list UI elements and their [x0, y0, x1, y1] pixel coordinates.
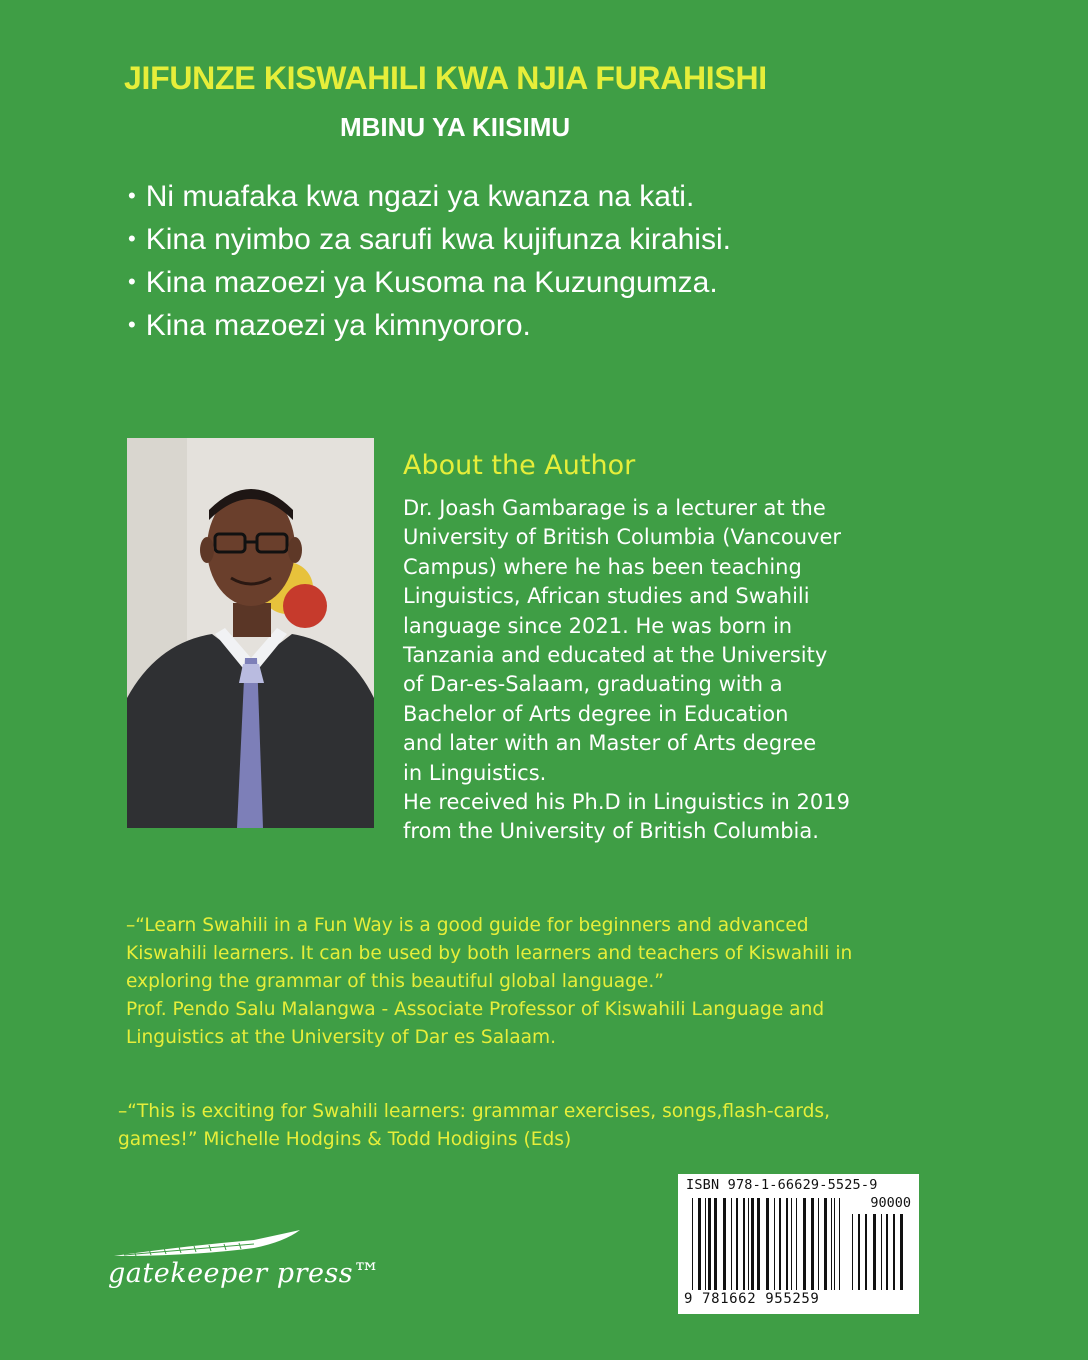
barcode-bar: [834, 1198, 835, 1290]
barcode-bars: [692, 1198, 842, 1290]
barcode-bar: [831, 1198, 832, 1290]
barcode-bar: [865, 1214, 867, 1290]
book-subtitle: MBINU YA KIISIMU: [340, 112, 571, 142]
bio-line: Dr. Joash Gambarage is a lecturer at the: [403, 496, 826, 520]
feature-item: • Ni muafaka kwa ngazi ya kwanza na kati.: [128, 174, 731, 217]
bio-line: from the University of British Columbia.: [403, 819, 819, 844]
bio-line: Campus) where he has been teaching: [403, 554, 802, 579]
barcode-bar: [723, 1198, 726, 1290]
barcode-bar: [708, 1198, 711, 1290]
ean-number: 9 781662 955259: [684, 1291, 820, 1307]
barcode-bar: [881, 1214, 882, 1290]
isbn-barcode: [678, 1174, 919, 1314]
publisher-logo-text: gatekeeper press™: [108, 1258, 381, 1289]
author-bio: [403, 494, 943, 847]
barcode-bar: [736, 1198, 738, 1290]
review-line: games!” Michelle Hodgins & Todd Hodigins (Eds): [118, 1129, 572, 1150]
bio-line: in Linguistics.: [403, 760, 547, 785]
bio-line: and later with an Master of Arts degree: [403, 731, 817, 756]
bio-line: University of British Columbia (Vancouver: [403, 525, 842, 550]
barcode-bar: [698, 1198, 701, 1290]
barcode-bar: [705, 1198, 706, 1290]
bio-line: of Dar-es-Salaam, graduating with a: [403, 672, 783, 697]
bio-line: language since 2021. He was born in: [403, 613, 793, 638]
review-line: Kiswahili learners. It can be used by both learners and teachers of Kiswahili in: [126, 943, 853, 964]
barcode-bar: [751, 1198, 754, 1290]
review-line: Linguistics at the University of Dar es Salaam.: [126, 1027, 557, 1048]
bio-line: Linguistics, African studies and Swahili: [403, 584, 810, 609]
price-code: 90000: [870, 1195, 911, 1211]
barcode-addon-bars: [852, 1214, 908, 1290]
barcode-bar: [714, 1198, 717, 1290]
isbn-number: ISBN 978-1-66629-5525-9: [686, 1177, 878, 1193]
barcode-bar: [757, 1198, 760, 1290]
review-quote-hodgins: [118, 1098, 830, 1154]
barcode-bar: [852, 1214, 853, 1290]
barcode-bar: [779, 1198, 781, 1290]
about-author-heading: About the Author: [403, 450, 636, 481]
barcode-bar: [796, 1198, 797, 1290]
barcode-bar: [824, 1198, 827, 1290]
bio-line: Tanzania and educated at the University: [403, 643, 828, 668]
author-photo: [127, 438, 374, 828]
barcode-bar: [839, 1198, 840, 1290]
book-title: JIFUNZE KISWAHILI KWA NJIA FURAHISHI: [124, 60, 767, 96]
barcode-bar: [766, 1198, 769, 1290]
barcode-bar: [791, 1198, 792, 1290]
barcode-bar: [743, 1198, 745, 1290]
review-quote-malangwa: [126, 912, 852, 1052]
barcode-bar: [900, 1214, 903, 1290]
bio-line: Bachelor of Arts degree in Education: [403, 701, 789, 726]
barcode-bar: [873, 1214, 876, 1290]
review-line: Prof. Pendo Salu Malangwa - Associate Professor of Kiswahili Language and: [126, 999, 825, 1020]
barcode-bar: [786, 1198, 788, 1290]
barcode-bar: [893, 1214, 895, 1290]
barcode-bar: [731, 1198, 732, 1290]
review-line: –“Learn Swahili in a Fun Way is a good guide for beginners and advanced: [126, 915, 809, 936]
barcode-bar: [692, 1198, 693, 1290]
barcode-bar: [774, 1198, 775, 1290]
barcode-bar: [858, 1214, 860, 1290]
barcode-bar: [886, 1214, 888, 1290]
review-line: –“This is exciting for Swahili learners: grammar exercises, songs,flash-cards,: [118, 1101, 830, 1122]
barcode-bar: [748, 1198, 749, 1290]
review-line: exploring the grammar of this beautiful global language.”: [126, 971, 664, 992]
feature-list: [128, 174, 731, 346]
barcode-bar: [818, 1198, 819, 1290]
feature-item: • Kina nyimbo za sarufi kwa kujifunza kirahisi.: [128, 217, 731, 260]
feature-item: • Kina mazoezi ya kimnyororo.: [128, 303, 731, 346]
barcode-bar: [811, 1198, 814, 1290]
feature-item: • Kina mazoezi ya Kusoma na Kuzungumza.: [128, 260, 731, 303]
bio-line: He received his Ph.D in Linguistics in 2019: [403, 790, 850, 815]
barcode-bar: [803, 1198, 806, 1290]
